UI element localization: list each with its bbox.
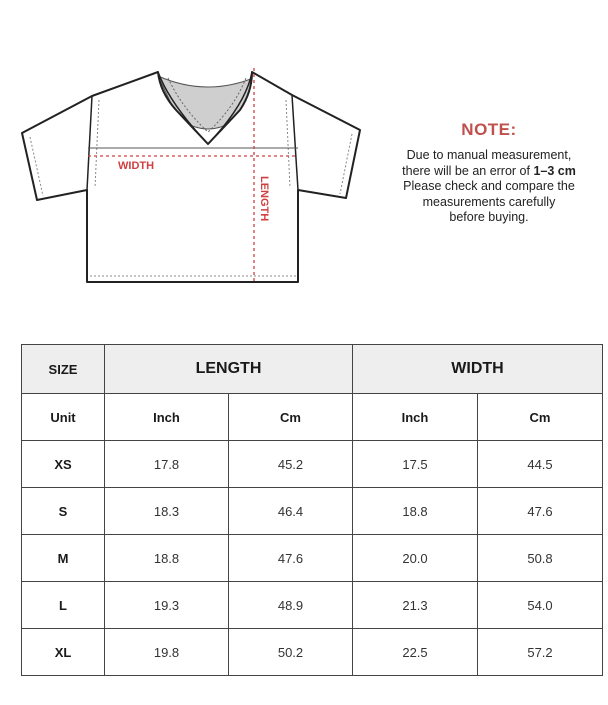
width-cm-cell: 57.2	[478, 629, 603, 676]
note-line-4: measurements carefully	[422, 194, 556, 209]
length-cm-unit: Cm	[229, 394, 353, 441]
length-cm-cell: 50.2	[229, 629, 353, 676]
table-row	[22, 582, 603, 629]
width-header: WIDTH	[353, 345, 603, 394]
shirt-diagram	[0, 0, 370, 300]
width-label: WIDTH	[118, 160, 155, 172]
width-cm-cell: 44.5	[478, 441, 603, 488]
table-row	[22, 488, 603, 535]
width-cm-cell: 47.6	[478, 488, 603, 535]
length-cm-cell: 47.6	[229, 535, 353, 582]
length-inch-cell: 18.8	[105, 535, 229, 582]
length-cm-cell: 45.2	[229, 441, 353, 488]
unit-row	[22, 394, 603, 441]
size-cell: L	[22, 582, 105, 629]
error-range: 1–3 cm	[533, 163, 576, 178]
width-inch-cell: 20.0	[353, 535, 478, 582]
length-inch-cell: 17.8	[105, 441, 229, 488]
note-line-2: there will be an error of 1–3 cm	[402, 163, 576, 178]
width-inch-unit: Inch	[353, 394, 478, 441]
width-inch-cell: 17.5	[353, 441, 478, 488]
width-inch-cell: 18.8	[353, 488, 478, 535]
note-line-5: before buying.	[449, 210, 529, 224]
note-title: NOTE:	[461, 120, 517, 139]
size-cell: M	[22, 535, 105, 582]
note-box	[380, 120, 598, 226]
table-row	[22, 535, 603, 582]
unit-label: Unit	[22, 394, 105, 441]
note-line-1: Due to manual measurement,	[406, 148, 572, 162]
size-cell: XS	[22, 441, 105, 488]
length-inch-cell: 19.3	[105, 582, 229, 629]
width-inch-cell: 22.5	[353, 629, 478, 676]
table-row	[22, 441, 603, 488]
header-row	[22, 345, 603, 394]
size-cell: S	[22, 488, 105, 535]
length-cm-cell: 46.4	[229, 488, 353, 535]
width-cm-cell: 54.0	[478, 582, 603, 629]
length-inch-unit: Inch	[105, 394, 229, 441]
width-inch-cell: 21.3	[353, 582, 478, 629]
length-inch-cell: 19.8	[105, 629, 229, 676]
size-cell: XL	[22, 629, 105, 676]
table-row	[22, 629, 603, 676]
size-header: SIZE	[22, 345, 105, 394]
width-cm-cell: 50.8	[478, 535, 603, 582]
size-chart-table	[21, 344, 603, 676]
width-cm-unit: Cm	[478, 394, 603, 441]
length-inch-cell: 18.3	[105, 488, 229, 535]
note-line-3: Please check and compare the	[403, 179, 575, 193]
length-label: LENGTH	[258, 176, 270, 222]
length-header: LENGTH	[105, 345, 353, 394]
length-cm-cell: 48.9	[229, 582, 353, 629]
